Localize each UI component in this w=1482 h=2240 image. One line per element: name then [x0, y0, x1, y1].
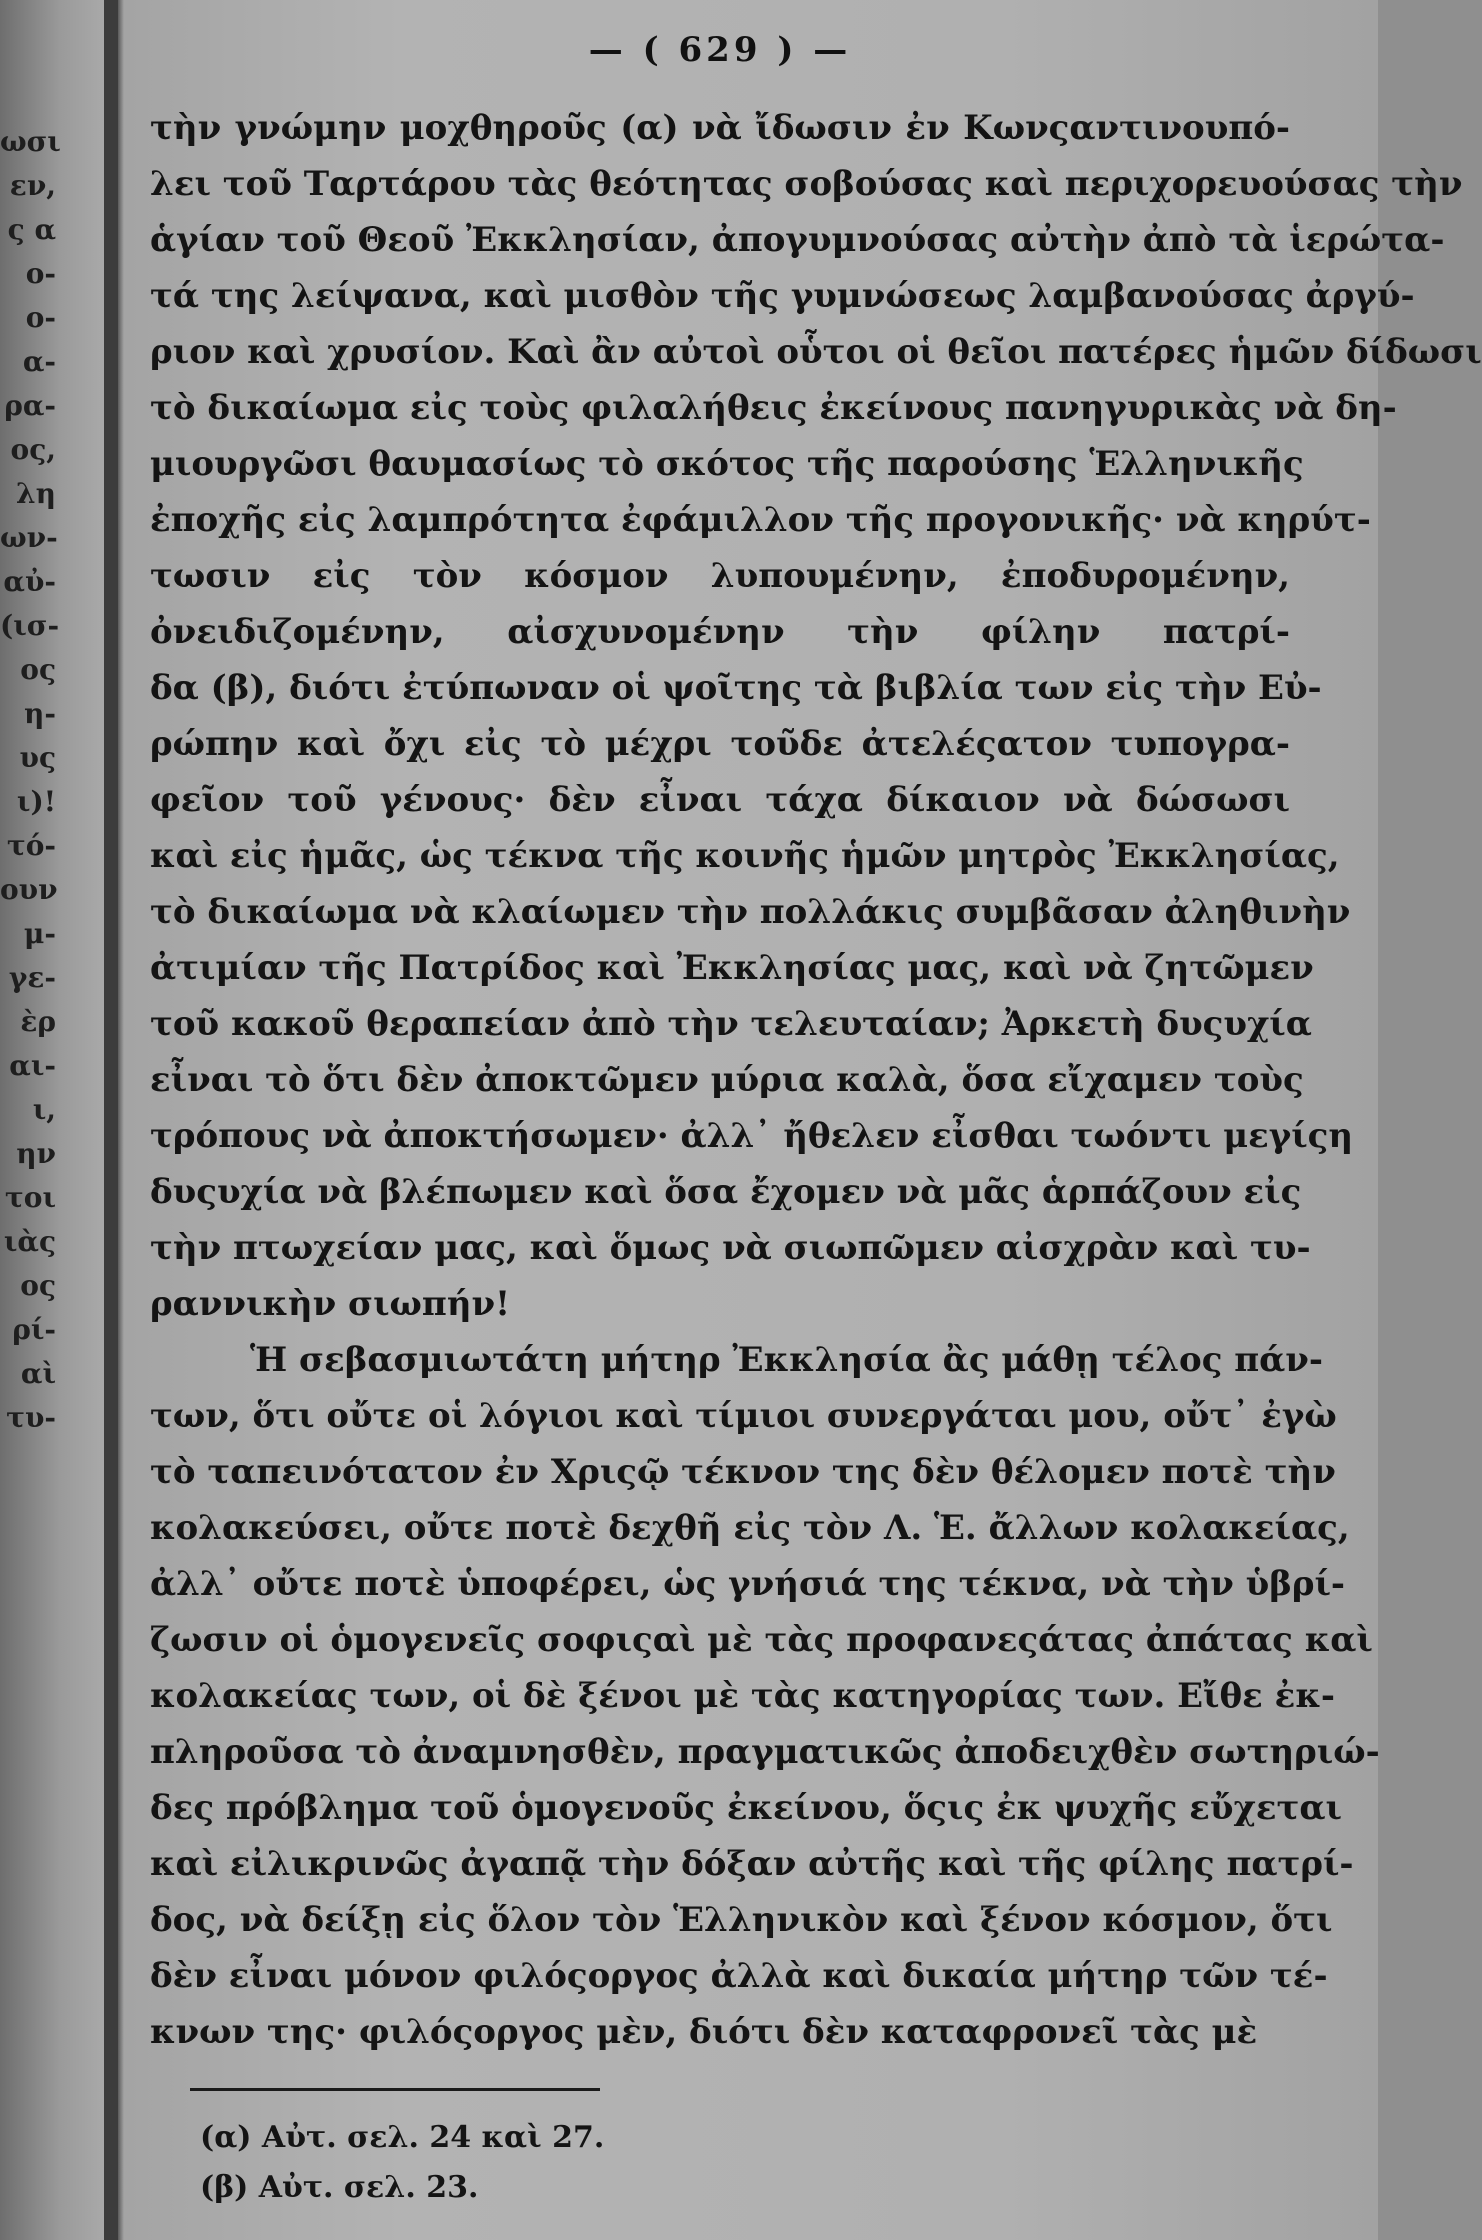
text-line: των, ὅτι οὔτε οἱ λόγιοι καὶ τίμιοι συνεργάται μου, οὔτ᾽ ἐγὼ — [150, 1396, 1337, 1436]
previous-page-fragment: ι, — [32, 1093, 56, 1126]
text-line: δος, νὰ δείξῃ εἰς ὅλον τὸν Ἑλληνικὸν καὶ ξένον κόσμον, ὅτι — [150, 1900, 1333, 1940]
previous-page-fragment: ο- — [25, 257, 56, 290]
previous-page-fragment: εν, — [9, 169, 56, 202]
text-line: δες πρόβλημα τοῦ ὁμογενοῦς ἐκείνου, ὅςις ἐκ ψυχῆς εὔχεται — [150, 1788, 1342, 1828]
previous-page-fragment: μ- — [23, 917, 56, 950]
text-line: κολακεύσει, οὔτε ποτὲ δεχθῆ εἰς τὸν Λ. Ἑ. ἄλλων κολακείας, — [150, 1508, 1350, 1548]
previous-page-fragment: α- — [22, 345, 56, 378]
previous-page-fragment: ος, — [10, 433, 56, 466]
text-line: ἀτιμίαν τῆς Πατρίδος καὶ Ἐκκλησίας μας, καὶ νὰ ζητῶμεν — [150, 948, 1314, 988]
previous-page-fragment: ο- — [25, 301, 56, 334]
previous-page-fragment: τυ- — [6, 1401, 56, 1434]
text-line: δα (β), διότι ἐτύπωναν οἱ ψοῖτης τὰ βιβλία των εἰς τὴν Εὐ- — [150, 668, 1322, 708]
text-line: ρώπην καὶ ὄχι εἰς τὸ μέχρι τοῦδε ἀτελέςατον τυπογρα- — [150, 724, 1290, 764]
text-line: τὸ δικαίωμα εἰς τοὺς φιλαλήθεις ἐκείνους πανηγυρικὰς νὰ δη- — [150, 388, 1397, 428]
text-line: δυςυχία νὰ βλέπωμεν καὶ ὅσα ἔχομεν νὰ μᾶς ἁρπάζουν εἰς — [150, 1172, 1302, 1212]
text-line: ραννικὴν σιωπήν! — [150, 1284, 511, 1324]
text-line: μιουργῶσι θαυμασίως τὸ σκότος τῆς παρούσης Ἑλληνικῆς — [150, 444, 1304, 484]
previous-page-fragment: αὶ — [20, 1357, 56, 1390]
previous-page-fragment: ωσι — [0, 125, 61, 158]
page-number: — ( 629 ) — — [588, 30, 852, 70]
previous-page-fragment: ὲρ — [20, 1005, 56, 1038]
text-line: Ἡ σεβασμιωτάτη μήτηρ Ἐκκλησία ἂς μάθῃ τέλος πάν- — [250, 1340, 1324, 1380]
text-line: ἐποχῆς εἰς λαμπρότητα ἐφάμιλλον τῆς προγονικῆς· νὰ κηρύτ- — [150, 500, 1371, 540]
previous-page-fragment: (ισ- — [0, 609, 60, 642]
text-line: καὶ εἰς ἡμᾶς, ὡς τέκνα τῆς κοινῆς ἡμῶν μητρὸς Ἐκκλησίας, — [150, 836, 1340, 876]
footnotes — [150, 2113, 1290, 2213]
text-line: φεῖον τοῦ γένους· δὲν εἶναι τάχα δίκαιον νὰ δώσωσι — [150, 780, 1290, 820]
text-line: τρόπους νὰ ἀποκτήσωμεν· ἀλλ᾽ ἤθελεν εἶσθαι τωόντι μεγίςη — [150, 1116, 1354, 1156]
footnote: (β) Αὐτ. σελ. 23. — [200, 2170, 479, 2205]
previous-page-fragment: ων- — [0, 521, 58, 554]
text-line: κνων της· φιλόςοργος μὲν, διότι δὲν καταφρονεῖ τὰς μὲ — [150, 2012, 1258, 2052]
text-line: ριον καὶ χρυσίον. Καὶ ἂν αὐτοὶ οὗτοι οἱ θεῖοι πατέρες ἡμῶν δίδωσι — [150, 332, 1482, 372]
book-page — [150, 30, 1482, 2210]
text-line: ὀνειδιζομένην, αἰσχυνομένην τὴν φίλην πατρί- — [150, 612, 1290, 652]
text-line: δὲν εἶναι μόνον φιλόςοργος ἀλλὰ καὶ δικαία μήτηρ τῶν τέ- — [150, 1956, 1328, 1996]
previous-page-fragment: γε- — [8, 961, 56, 994]
text-line: τὴν γνώμην μοχθηροῦς (α) νὰ ἴδωσιν ἐν Κωνςαντινουπό- — [150, 108, 1290, 148]
previous-page-fragment: ρα- — [4, 389, 56, 422]
previous-page-fragment: λη — [16, 477, 56, 510]
previous-page-edge — [0, 120, 60, 1680]
text-line: καὶ εἰλικρινῶς ἀγαπᾷ τὴν δόξαν αὐτῆς καὶ τῆς φίλης πατρί- — [150, 1844, 1354, 1884]
previous-page-fragment: υς — [19, 741, 56, 774]
text-line: τὴν πτωχείαν μας, καὶ ὅμως νὰ σιωπῶμεν αἰσχρὰν καὶ τυ- — [150, 1228, 1311, 1268]
previous-page-fragment: τό- — [6, 829, 56, 862]
text-line: ἁγίαν τοῦ Θεοῦ Ἐκκλησίαν, ἀπογυμνούσας αὐτὴν ἀπὸ τὰ ἱερώτα- — [150, 220, 1445, 260]
text-line: ζωσιν οἱ ὁμογενεῖς σοφιςαὶ μὲ τὰς προφανεςάτας ἀπάτας καὶ — [150, 1620, 1373, 1660]
previous-page-fragment: η- — [24, 697, 56, 730]
text-line: τὸ ταπεινότατον ἐν Χριςῷ τέκνον της δὲν θέλομεν ποτὲ τὴν — [150, 1452, 1336, 1492]
text-line: τωσιν εἰς τὸν κόσμον λυπουμένην, ἐποδυρομένην, — [150, 556, 1290, 596]
main-text — [150, 100, 1482, 2060]
previous-page-fragment: αὐ- — [3, 565, 56, 598]
previous-page-fragment: τοι — [4, 1181, 56, 1214]
previous-page-fragment: ουν — [0, 873, 58, 906]
previous-page-fragment: ι)! — [16, 785, 56, 818]
previous-page-fragment: αι- — [9, 1049, 56, 1082]
previous-page-fragment: ς α — [7, 213, 56, 246]
text-line: τοῦ κακοῦ θεραπείαν ἀπὸ τὴν τελευταίαν; Ἀρκετὴ δυςυχία — [150, 1004, 1312, 1044]
previous-page-fragment: ος — [20, 653, 56, 686]
book-gutter — [104, 0, 118, 2240]
previous-page-fragment: ρί- — [12, 1313, 56, 1346]
footnote: (α) Αὐτ. σελ. 24 καὶ 27. — [200, 2120, 605, 2155]
text-line: λει τοῦ Ταρτάρου τὰς θεότητας σοβούσας καὶ περιχορευούσας τὴν — [150, 164, 1463, 204]
text-line: τὸ δικαίωμα νὰ κλαίωμεν τὴν πολλάκις συμβᾶσαν ἀληθινὴν — [150, 892, 1351, 932]
previous-page-fragment: ιὰς — [3, 1225, 56, 1258]
footnote-rule — [190, 2088, 600, 2091]
previous-page-fragment: ην — [16, 1137, 56, 1170]
text-line: πληροῦσα τὸ ἀναμνησθὲν, πραγματικῶς ἀποδειχθὲν σωτηριώ- — [150, 1732, 1380, 1772]
text-line: ἀλλ᾽ οὔτε ποτὲ ὑποφέρει, ὡς γνήσιά της τέκνα, νὰ τὴν ὑβρί- — [150, 1564, 1346, 1604]
text-line: τά της λείψανα, καὶ μισθὸν τῆς γυμνώσεως λαμβανούσας ἀργύ- — [150, 276, 1415, 316]
previous-page-fragment: ος — [20, 1269, 56, 1302]
text-line: εἶναι τὸ ὅτι δὲν ἀποκτῶμεν μύρια καλὰ, ὅσα εἴχαμεν τοὺς — [150, 1060, 1304, 1100]
text-line: κολακείας των, οἱ δὲ ξένοι μὲ τὰς κατηγορίας των. Εἴθε ἐκ- — [150, 1676, 1335, 1716]
